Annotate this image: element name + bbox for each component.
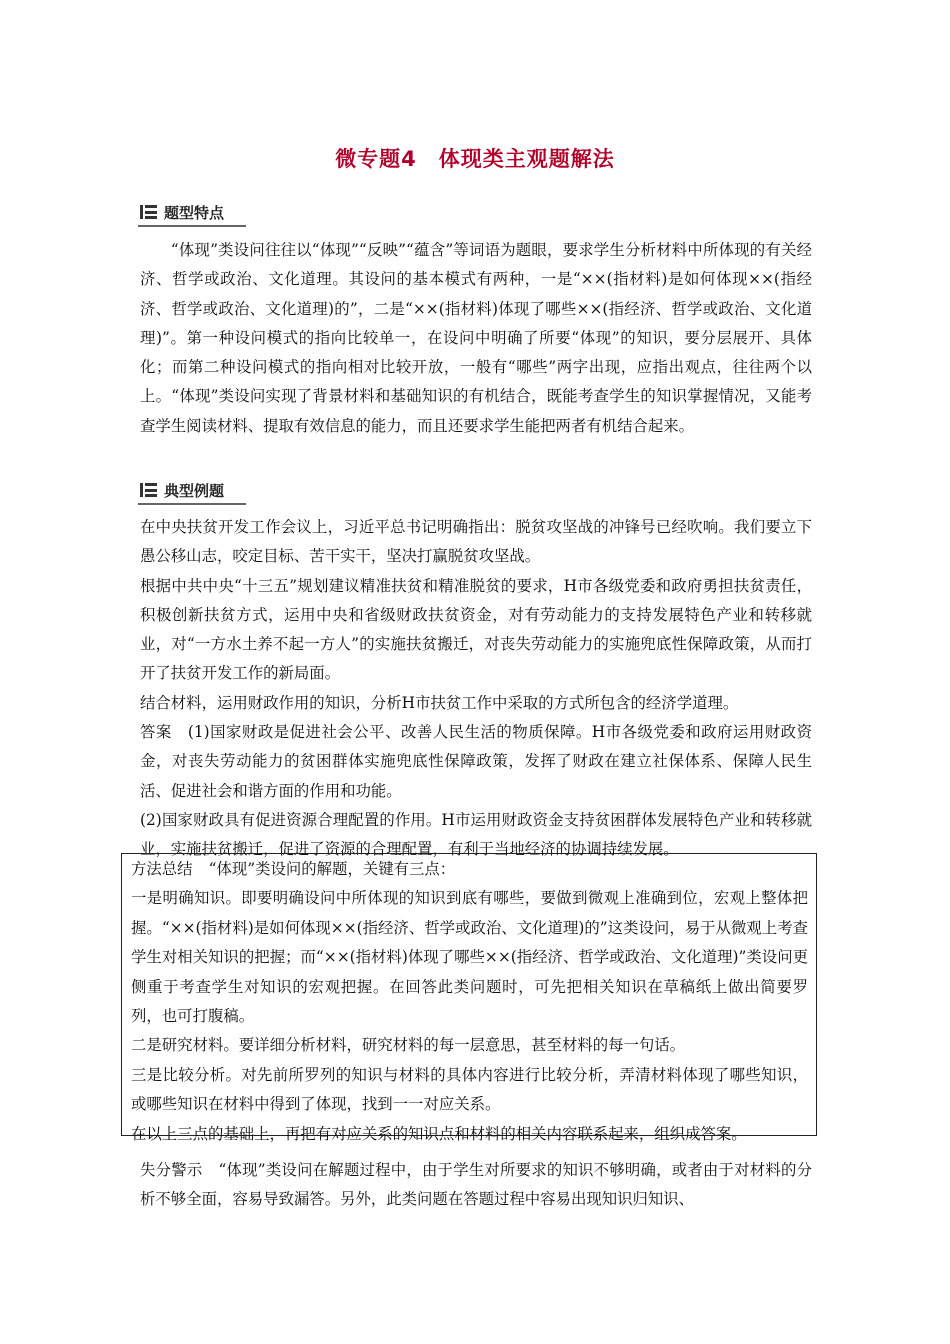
example-question: 结合材料，运用财政作用的知识，分析H市扶贫工作中采取的方式所包含的经济学道理。 (140, 693, 739, 712)
method-intro (131, 855, 808, 884)
method-conclusion: 在以上三点的基础上，再把有对应关系的知识点和材料的相关内容联系起来，组织成答案。 (131, 1124, 747, 1143)
example-answer-1 (140, 718, 812, 806)
list-icon (140, 205, 157, 219)
warning-body: “体现”类设问在解题过程中，由于学生对所要求的知识不够明确，或者由于对材料的分析不够全面，容易导致漏答。另外，此类问题在答题过程中容易出现知识归知识、 (140, 1161, 812, 1209)
example-material-1: 在中央扶贫开发工作会议上，习近平总书记明确指出：脱贫攻坚战的冲锋号已经吹响。我们要立下愚公移山志，咬定目标、苦干实干，坚决打赢脱贫攻坚战。 (140, 518, 812, 566)
example-material-2: 根据中共中央“十三五”规划建议精准扶贫和精准脱贫的要求，H市各级党委和政府勇担扶贫责任，积极创新扶贫方式，运用中央和省级财政扶贫资金，对有劳动能力的支持发展特色产业和转移就业，对“一方水土养不起一方人”的实施扶贫搬迁，对丧失劳动能力的实施兜底性保障政策，从而打开了扶贫开发工作的新局面。 (140, 576, 812, 683)
example-answer-2: (2)国家财政具有促进资源合理配置的作用。H市运用财政资金支持贫困群体发展特色产业和转移就业，实施扶贫搬迁，促进了资源的合理配置，有利于当地经济的协调持续发展。 (140, 810, 812, 859)
warning-paragraph (140, 1156, 812, 1215)
section-underline (138, 503, 246, 505)
answer-1-text: (1)国家财政是促进社会公平、改善人民生活的物质保障。H市各级党委和政府运用财政资金，对丧失劳动能力的贫困群体实施兜底性保障政策，发挥了财政在建立社保体系、保障人民生活、促进社会和谐方面的作用和功能。 (140, 723, 812, 800)
page-title: 微专题4 体现类主观题解法 (335, 147, 615, 171)
list-icon (140, 483, 157, 497)
method-intro-text: “体现”类设问的解题，关键有三点： (208, 860, 456, 878)
method-summary-box (121, 853, 817, 1143)
answer-label: 答案 (140, 723, 172, 742)
section-underline (138, 225, 246, 227)
warning-label: 失分警示 (140, 1161, 203, 1179)
method-label: 方法总结 (131, 860, 193, 878)
method-point-1: 一是明确知识。即要明确设问中所体现的知识到底有哪些，要做到微观上准确到位，宏观上整体把握。“××(指材料)是如何体现××(指经济、哲学或政治、文化道理)的”这类设问，易于从微观上考查学生对相关知识的把握；而“××(指材料)体现了哪些××(指经济、哲学或政治、文化道理)”类设问更侧重于考查学生对知识的宏观把握。在回答此类问题时，可先把相关知识在草稿纸上做出简要罗列，也可打腹稿。 (131, 889, 808, 1026)
features-text (140, 236, 812, 441)
section-heading-label: 典型例题 (164, 482, 225, 500)
method-point-3: 三是比较分析。对先前所罗列的知识与材料的具体内容进行比较分析，弄清材料体现了哪些知识，或哪些知识在材料中得到了体现，找到一一对应关系。 (131, 1065, 808, 1114)
example-text (140, 513, 812, 865)
warning-text (140, 1156, 812, 1215)
method-point-2: 二是研究材料。要详细分析材料，研究材料的每一层意思，甚至材料的每一句话。 (131, 1036, 686, 1055)
section-heading-label: 题型特点 (164, 204, 225, 222)
features-paragraph: “体现”类设问往往以“体现”“反映”“蕴含”等词语为题眼，要求学生分析材料中所体现的有关经济、哲学或政治、文化道理。其设问的基本模式有两种，一是“××(指材料)是如何体现××(指经济、哲学或政治、文化道理)的”，二是“××(指材料)体现了哪些××(指经济、哲学或政治、文化道理)”。第一种设问模式的指向比较单一，在设问中明确了所要“体现”的知识，要分层展开、具体化；而第二种设问模式的指向相对比较开放，一般有“哪些”两字出现，应指出观点，往往两个以上。“体现”类设问实现了背景材料和基础知识的有机结合，既能考查学生的知识掌握情况，又能考查学生阅读材料、提取有效信息的能力，而且还要求学生能把两者有机结合起来。 (140, 241, 812, 435)
